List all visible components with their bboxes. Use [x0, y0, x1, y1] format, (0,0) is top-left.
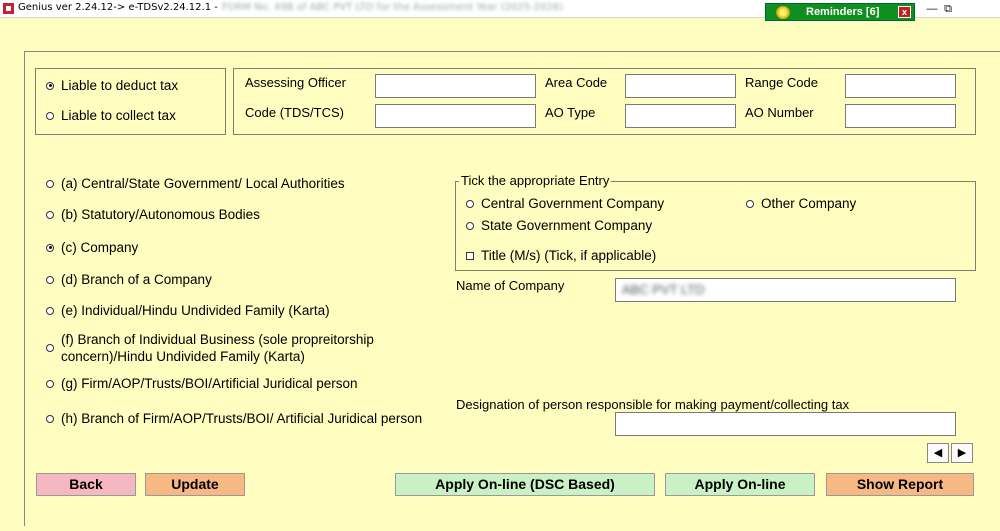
ao-type-input[interactable] [625, 104, 736, 128]
checkbox-icon [466, 252, 474, 260]
other-company-radio[interactable] [746, 196, 856, 211]
state-govt-label: State Government Company [481, 218, 653, 233]
category-radio-g[interactable] [46, 376, 358, 391]
area-code-label: Area Code [545, 75, 608, 90]
category-label-f-line1: (f) Branch of Individual Business (sole propreitorship [61, 332, 374, 347]
area-code-input[interactable] [625, 74, 736, 98]
ao-number-label: AO Number [745, 105, 814, 120]
category-radio-e[interactable] [46, 303, 330, 318]
radio-icon [46, 276, 54, 284]
reminders-close-button[interactable]: x [898, 6, 911, 18]
app-icon [3, 3, 14, 14]
category-radio-d[interactable] [46, 272, 212, 287]
designation-input[interactable] [615, 412, 956, 436]
name-of-company-input[interactable] [615, 278, 956, 302]
category-label-a: (a) Central/State Government/ Local Authorities [61, 176, 345, 191]
state-govt-radio[interactable] [466, 218, 652, 233]
show-report-button[interactable]: Show Report [826, 473, 974, 496]
reminders-panel[interactable] [765, 3, 915, 21]
reminders-label: Reminders [6] [806, 6, 880, 18]
radio-icon [746, 200, 754, 208]
range-code-input[interactable] [845, 74, 956, 98]
radio-selected-icon [46, 82, 54, 90]
category-label-f [61, 331, 374, 365]
category-radio-a[interactable] [46, 176, 345, 191]
code-label: Code (TDS/TCS) [245, 105, 344, 120]
radio-icon [46, 380, 54, 388]
category-label-e: (e) Individual/Hindu Undivided Family (Karta) [61, 303, 330, 318]
apply-online-button[interactable]: Apply On-line [665, 473, 815, 496]
radio-icon [46, 307, 54, 315]
radio-icon [466, 200, 474, 208]
radio-icon [466, 222, 474, 230]
designation-label: Designation of person responsible for making payment/collecting tax [456, 397, 850, 412]
liable-collect-radio[interactable] [46, 108, 176, 123]
code-input[interactable] [375, 104, 536, 128]
radio-selected-icon [46, 244, 54, 252]
category-label-c: (c) Company [61, 240, 139, 255]
category-label-h: (h) Branch of Firm/AOP/Trusts/BOI/ Artificial Juridical person [61, 411, 423, 426]
radio-icon [46, 180, 54, 188]
category-label-d: (d) Branch of a Company [61, 272, 212, 287]
liable-collect-label: Liable to collect tax [61, 108, 176, 123]
apply-online-dsc-button[interactable]: Apply On-line (DSC Based) [395, 473, 655, 496]
category-radio-h[interactable] [46, 411, 422, 426]
title-ms-checkbox[interactable] [466, 248, 656, 263]
radio-icon [46, 112, 54, 120]
category-radio-b[interactable] [46, 207, 260, 222]
prev-page-button[interactable]: ◀ [927, 443, 949, 463]
radio-icon [46, 211, 54, 219]
liable-deduct-label: Liable to deduct tax [61, 78, 179, 93]
name-of-company-value: ABC PVT LTD [622, 282, 705, 297]
category-label-g: (g) Firm/AOP/Trusts/BOI/Artificial Juridical person [61, 376, 358, 391]
title-ms-label: Title (M/s) (Tick, if applicable) [481, 248, 657, 263]
name-of-company-label: Name of Company [456, 278, 565, 293]
minimize-button[interactable]: — [926, 3, 938, 15]
ao-type-label: AO Type [545, 105, 596, 120]
category-label-f-line2: concern)/Hindu Undivided Family (Karta) [61, 349, 305, 364]
ao-number-input[interactable] [845, 104, 956, 128]
radio-icon [46, 415, 54, 423]
restore-button[interactable]: ⧉ [944, 3, 952, 15]
window-title: Genius ver 2.24.12-> e-TDSv2.24.12.1 - FORM No. 49B of ABC PVT LTD for the Assessment Year (2025-2026) [18, 2, 563, 13]
next-page-button[interactable]: ▶ [951, 443, 973, 463]
category-label-b: (b) Statutory/Autonomous Bodies [61, 207, 260, 222]
other-company-label: Other Company [761, 196, 857, 211]
update-button[interactable]: Update [145, 473, 245, 496]
window-title-form: FORM No. 49B of ABC PVT LTD for the Assessment Year (2025-2026) [221, 2, 563, 13]
central-govt-label: Central Government Company [481, 196, 665, 211]
assessing-officer-input[interactable] [375, 74, 536, 98]
back-button[interactable]: Back [36, 473, 136, 496]
liable-deduct-radio[interactable] [46, 78, 178, 93]
central-govt-radio[interactable] [466, 196, 664, 211]
category-radio-f[interactable] [46, 331, 374, 365]
assessing-officer-label: Assessing Officer [245, 75, 346, 90]
sun-icon [776, 6, 790, 19]
range-code-label: Range Code [745, 75, 818, 90]
entry-legend: Tick the appropriate Entry [461, 173, 610, 188]
radio-icon [46, 344, 54, 352]
category-radio-c[interactable] [46, 240, 138, 255]
